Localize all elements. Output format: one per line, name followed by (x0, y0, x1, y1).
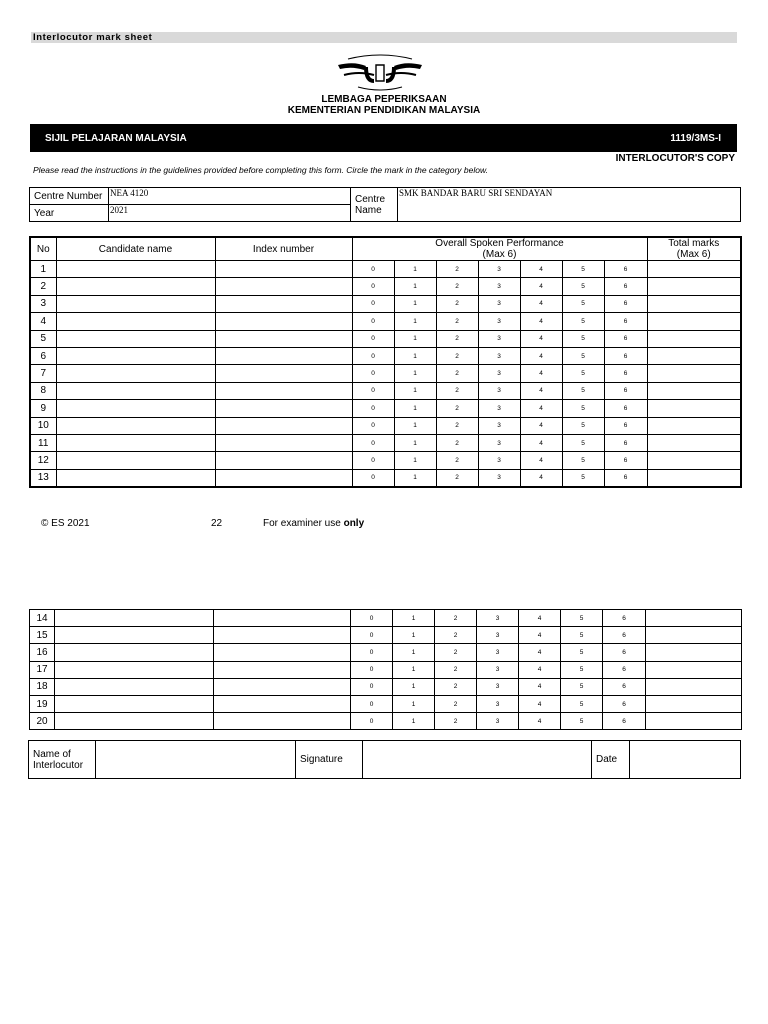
mark-option[interactable]: 5 (561, 678, 603, 695)
mark-option[interactable]: 5 (561, 661, 603, 678)
mark-option[interactable]: 4 (520, 313, 562, 330)
candidate-name-cell[interactable] (56, 261, 215, 278)
index-number-cell[interactable] (215, 313, 352, 330)
mark-option[interactable]: 3 (478, 382, 520, 399)
mark-option[interactable]: 6 (604, 400, 647, 417)
mark-option[interactable]: 4 (519, 695, 561, 712)
mark-option[interactable]: 4 (520, 469, 562, 486)
mark-option[interactable]: 5 (561, 713, 603, 730)
mark-option[interactable]: 5 (562, 330, 604, 347)
index-number-cell[interactable] (215, 347, 352, 364)
candidate-name-cell[interactable] (55, 695, 214, 712)
table-row (30, 661, 742, 678)
examination-board-logo-icon (334, 53, 426, 93)
candidate-name-cell[interactable] (56, 365, 215, 382)
mark-option[interactable]: 5 (562, 347, 604, 364)
mark-option[interactable]: 0 (351, 695, 393, 712)
candidate-name-cell[interactable] (56, 295, 215, 312)
mark-option[interactable]: 2 (435, 627, 477, 644)
mark-option[interactable]: 4 (520, 278, 562, 295)
date-label: Date (592, 741, 630, 779)
total-marks-cell[interactable] (647, 330, 741, 347)
mark-option[interactable]: 4 (519, 678, 561, 695)
mark-option[interactable]: 3 (477, 713, 519, 730)
board-name-line-2: KEMENTERIAN PENDIDIKAN MALAYSIA (287, 105, 481, 116)
row-number: 9 (30, 400, 56, 417)
mark-option[interactable]: 0 (351, 661, 393, 678)
total-marks-cell[interactable] (646, 695, 742, 712)
row-number: 14 (30, 610, 55, 627)
mark-option[interactable]: 2 (436, 347, 478, 364)
paper-code: 1119/3MS-I (670, 133, 721, 144)
mark-option[interactable]: 4 (519, 644, 561, 661)
year-field[interactable]: 2021 (109, 205, 351, 222)
row-number: 3 (30, 295, 56, 312)
mark-option[interactable]: 2 (435, 678, 477, 695)
examiner-note: For examiner use only (263, 518, 365, 529)
mark-option[interactable]: 3 (478, 313, 520, 330)
mark-option[interactable]: 3 (477, 678, 519, 695)
index-number-cell[interactable] (214, 678, 351, 695)
mark-option[interactable]: 3 (478, 469, 520, 486)
mark-option[interactable]: 0 (352, 313, 394, 330)
mark-option[interactable]: 3 (478, 400, 520, 417)
index-number-cell[interactable] (215, 295, 352, 312)
table-row (30, 382, 741, 399)
table-row (30, 644, 742, 661)
total-marks-cell[interactable] (646, 713, 742, 730)
candidate-name-cell[interactable] (56, 417, 215, 434)
mark-option[interactable]: 2 (436, 313, 478, 330)
index-number-cell[interactable] (215, 469, 352, 486)
table-row (30, 678, 742, 695)
exam-title-bar (30, 124, 737, 152)
row-number: 7 (30, 365, 56, 382)
mark-option[interactable]: 5 (562, 452, 604, 469)
marks-table-page-2 (29, 609, 742, 730)
table-row (30, 261, 741, 278)
mark-option[interactable]: 4 (520, 365, 562, 382)
table-row (30, 469, 741, 486)
total-marks-cell[interactable] (646, 661, 742, 678)
index-number-cell[interactable] (215, 434, 352, 451)
candidate-name-cell[interactable] (56, 313, 215, 330)
mark-option[interactable]: 0 (351, 644, 393, 661)
mark-option[interactable]: 1 (394, 434, 436, 451)
mark-option[interactable]: 3 (478, 347, 520, 364)
index-number-cell[interactable] (215, 382, 352, 399)
mark-option[interactable]: 6 (604, 417, 647, 434)
table-row (30, 330, 741, 347)
index-number-cell[interactable] (214, 627, 351, 644)
table-row (30, 278, 741, 295)
mark-option[interactable]: 0 (352, 400, 394, 417)
mark-option[interactable]: 3 (478, 330, 520, 347)
total-marks-cell[interactable] (647, 347, 741, 364)
row-number: 12 (30, 452, 56, 469)
mark-option[interactable]: 6 (604, 295, 647, 312)
total-marks-cell[interactable] (646, 627, 742, 644)
mark-option[interactable]: 1 (394, 365, 436, 382)
mark-option[interactable]: 5 (562, 313, 604, 330)
mark-option[interactable]: 5 (562, 417, 604, 434)
row-number: 19 (30, 695, 55, 712)
mark-option[interactable]: 1 (394, 313, 436, 330)
index-number-cell[interactable] (215, 417, 352, 434)
mark-option[interactable]: 2 (436, 295, 478, 312)
table-row (30, 347, 741, 364)
mark-option[interactable]: 0 (351, 610, 393, 627)
mark-option[interactable]: 3 (478, 417, 520, 434)
mark-option[interactable]: 1 (394, 278, 436, 295)
total-marks-cell[interactable] (646, 610, 742, 627)
candidate-name-cell[interactable] (56, 469, 215, 486)
mark-option[interactable]: 4 (519, 713, 561, 730)
candidate-name-cell[interactable] (55, 661, 214, 678)
mark-option[interactable]: 6 (603, 678, 646, 695)
centre-name-label: Centre Name (351, 188, 398, 222)
total-marks-cell[interactable] (647, 295, 741, 312)
mark-option[interactable]: 5 (561, 610, 603, 627)
interlocutor-name-field[interactable] (96, 741, 296, 779)
row-number: 17 (30, 661, 55, 678)
row-number: 15 (30, 627, 55, 644)
board-name-line-1: LEMBAGA PEPERIKSAAN (321, 94, 447, 105)
mark-option[interactable]: 6 (604, 382, 647, 399)
mark-option[interactable]: 0 (351, 713, 393, 730)
table-row (30, 295, 741, 312)
centre-info-table (29, 187, 741, 222)
mark-option[interactable]: 2 (436, 330, 478, 347)
row-number: 1 (30, 261, 56, 278)
mark-option[interactable]: 0 (352, 365, 394, 382)
mark-option[interactable]: 3 (477, 610, 519, 627)
mark-option[interactable]: 4 (520, 261, 562, 278)
centre-number-label: Centre Number (30, 188, 109, 205)
signature-field[interactable] (363, 741, 592, 779)
mark-option[interactable]: 0 (351, 678, 393, 695)
mark-option[interactable]: 2 (435, 644, 477, 661)
row-number: 18 (30, 678, 55, 695)
header-index-number: Index number (215, 237, 352, 261)
table-row (30, 400, 741, 417)
interlocutor-name-label: Name of Interlocutor (29, 741, 96, 779)
mark-option[interactable]: 1 (394, 295, 436, 312)
mark-option[interactable]: 6 (604, 313, 647, 330)
mark-option[interactable]: 1 (393, 610, 435, 627)
candidate-name-cell[interactable] (56, 330, 215, 347)
row-number: 13 (30, 469, 56, 486)
mark-option[interactable]: 1 (393, 627, 435, 644)
mark-option[interactable]: 1 (393, 661, 435, 678)
table-row (30, 627, 742, 644)
mark-option[interactable]: 5 (562, 365, 604, 382)
index-number-cell[interactable] (214, 610, 351, 627)
row-number: 20 (30, 713, 55, 730)
candidate-name-cell[interactable] (56, 452, 215, 469)
row-number: 11 (30, 434, 56, 451)
table-row (30, 313, 741, 330)
total-marks-cell[interactable] (647, 469, 741, 486)
mark-option[interactable]: 2 (436, 382, 478, 399)
table-row (30, 713, 742, 730)
date-field[interactable] (630, 741, 741, 779)
row-number: 5 (30, 330, 56, 347)
total-marks-cell[interactable] (646, 678, 742, 695)
mark-option[interactable]: 0 (352, 295, 394, 312)
mark-option[interactable]: 6 (604, 452, 647, 469)
mark-option[interactable]: 5 (562, 400, 604, 417)
mark-option[interactable]: 1 (394, 400, 436, 417)
mark-option[interactable]: 2 (436, 417, 478, 434)
page-number: 22 (211, 518, 223, 529)
mark-option[interactable]: 1 (393, 713, 435, 730)
mark-option[interactable]: 4 (520, 400, 562, 417)
row-number: 2 (30, 278, 56, 295)
mark-option[interactable]: 3 (478, 295, 520, 312)
mark-option[interactable]: 2 (435, 661, 477, 678)
total-marks-cell[interactable] (647, 452, 741, 469)
instructions: Please read the instructions in the guidelines provided before completing this form. Circle the mark in the category below. (33, 165, 488, 175)
mark-option[interactable]: 6 (604, 261, 647, 278)
mark-option[interactable]: 3 (478, 278, 520, 295)
mark-option[interactable]: 4 (520, 382, 562, 399)
mark-option[interactable]: 6 (603, 644, 646, 661)
mark-option[interactable]: 1 (394, 417, 436, 434)
mark-option[interactable]: 0 (351, 627, 393, 644)
table-row (30, 452, 741, 469)
marks-table-page-1 (29, 236, 742, 488)
mark-option[interactable]: 3 (478, 434, 520, 451)
mark-option[interactable]: 4 (520, 295, 562, 312)
mark-option[interactable]: 4 (520, 347, 562, 364)
mark-option[interactable]: 2 (435, 610, 477, 627)
signoff-table (28, 740, 741, 779)
table-row (30, 365, 741, 382)
table-row (30, 434, 741, 451)
mark-option[interactable]: 5 (562, 434, 604, 451)
mark-option[interactable]: 4 (520, 452, 562, 469)
mark-option[interactable]: 0 (352, 278, 394, 295)
total-marks-cell[interactable] (647, 365, 741, 382)
centre-number-field[interactable]: NEA 4120 (109, 188, 351, 205)
candidate-name-cell[interactable] (55, 627, 214, 644)
mark-option[interactable]: 1 (394, 330, 436, 347)
mark-option[interactable]: 0 (352, 330, 394, 347)
candidate-name-cell[interactable] (56, 434, 215, 451)
mark-option[interactable]: 4 (520, 330, 562, 347)
mark-option[interactable]: 4 (519, 627, 561, 644)
candidate-name-cell[interactable] (55, 678, 214, 695)
total-marks-cell[interactable] (647, 261, 741, 278)
mark-option[interactable]: 6 (604, 330, 647, 347)
mark-option[interactable]: 6 (603, 661, 646, 678)
row-number: 10 (30, 417, 56, 434)
mark-option[interactable]: 3 (478, 452, 520, 469)
mark-option[interactable]: 0 (352, 261, 394, 278)
mark-option[interactable]: 2 (436, 469, 478, 486)
mark-option[interactable]: 2 (435, 713, 477, 730)
total-marks-cell[interactable] (647, 382, 741, 399)
mark-option[interactable]: 0 (352, 452, 394, 469)
mark-option[interactable]: 3 (477, 661, 519, 678)
index-number-cell[interactable] (214, 661, 351, 678)
mark-option[interactable]: 6 (603, 695, 646, 712)
copyright: © ES 2021 (41, 518, 90, 529)
index-number-cell[interactable] (215, 330, 352, 347)
index-number-cell[interactable] (215, 278, 352, 295)
mark-option[interactable]: 1 (394, 469, 436, 486)
signature-label: Signature (296, 741, 363, 779)
mark-option[interactable]: 5 (561, 644, 603, 661)
mark-option[interactable]: 0 (352, 417, 394, 434)
row-number: 6 (30, 347, 56, 364)
year-label: Year (30, 205, 109, 222)
table-row (30, 695, 742, 712)
candidate-name-cell[interactable] (56, 278, 215, 295)
row-number: 16 (30, 644, 55, 661)
mark-option[interactable]: 4 (519, 661, 561, 678)
mark-option[interactable]: 1 (394, 261, 436, 278)
mark-option[interactable]: 0 (352, 469, 394, 486)
mark-option[interactable]: 3 (477, 695, 519, 712)
index-number-cell[interactable] (215, 365, 352, 382)
total-marks-cell[interactable] (647, 434, 741, 451)
header-overall-performance: Overall Spoken Performance (Max 6) (352, 237, 647, 261)
index-number-cell[interactable] (214, 644, 351, 661)
mark-option[interactable]: 6 (604, 365, 647, 382)
mark-option[interactable]: 6 (603, 610, 646, 627)
mark-option[interactable]: 5 (562, 295, 604, 312)
header-total-marks: Total marks (Max 6) (647, 237, 741, 261)
mark-option[interactable]: 0 (352, 382, 394, 399)
mark-option[interactable]: 4 (519, 610, 561, 627)
index-number-cell[interactable] (215, 400, 352, 417)
mark-option[interactable]: 0 (352, 434, 394, 451)
mark-option[interactable]: 6 (604, 347, 647, 364)
mark-option[interactable]: 2 (436, 434, 478, 451)
mark-option[interactable]: 6 (604, 469, 647, 486)
mark-option[interactable]: 5 (562, 261, 604, 278)
mark-option[interactable]: 5 (562, 278, 604, 295)
mark-option[interactable]: 2 (436, 452, 478, 469)
candidate-name-cell[interactable] (56, 382, 215, 399)
mark-option[interactable]: 0 (352, 347, 394, 364)
mark-option[interactable]: 6 (603, 627, 646, 644)
mark-option[interactable]: 1 (393, 695, 435, 712)
exam-name: SIJIL PELAJARAN MALAYSIA (45, 133, 187, 144)
total-marks-cell[interactable] (647, 278, 741, 295)
mark-option[interactable]: 1 (393, 678, 435, 695)
total-marks-cell[interactable] (647, 313, 741, 330)
row-number: 4 (30, 313, 56, 330)
candidate-name-cell[interactable] (56, 347, 215, 364)
index-number-cell[interactable] (215, 452, 352, 469)
mark-option[interactable]: 2 (436, 278, 478, 295)
total-marks-cell[interactable] (647, 400, 741, 417)
mark-option[interactable]: 5 (561, 627, 603, 644)
mark-option[interactable]: 3 (478, 261, 520, 278)
mark-option[interactable]: 5 (562, 382, 604, 399)
index-number-cell[interactable] (215, 261, 352, 278)
mark-option[interactable]: 1 (394, 347, 436, 364)
index-number-cell[interactable] (214, 695, 351, 712)
mark-option[interactable]: 5 (561, 695, 603, 712)
candidate-name-cell[interactable] (55, 644, 214, 661)
candidate-name-cell[interactable] (56, 400, 215, 417)
sheet-title: Interlocutor mark sheet (33, 32, 153, 43)
mark-option[interactable]: 3 (478, 365, 520, 382)
mark-option[interactable]: 1 (394, 382, 436, 399)
mark-option[interactable]: 4 (520, 434, 562, 451)
mark-option[interactable]: 1 (394, 452, 436, 469)
candidate-name-cell[interactable] (55, 610, 214, 627)
mark-option[interactable]: 2 (435, 695, 477, 712)
mark-option[interactable]: 6 (604, 278, 647, 295)
table-row (30, 610, 742, 627)
total-marks-cell[interactable] (646, 644, 742, 661)
centre-name-field[interactable]: SMK BANDAR BARU SRI SENDAYAN (398, 188, 741, 222)
mark-option[interactable]: 2 (436, 400, 478, 417)
mark-option[interactable]: 1 (393, 644, 435, 661)
table-row (30, 417, 741, 434)
copy-label: INTERLOCUTOR'S COPY (615, 153, 735, 164)
total-marks-cell[interactable] (647, 417, 741, 434)
header-no: No (30, 237, 56, 261)
mark-option[interactable]: 5 (562, 469, 604, 486)
header-candidate-name: Candidate name (56, 237, 215, 261)
mark-option[interactable]: 2 (436, 261, 478, 278)
mark-option[interactable]: 6 (603, 713, 646, 730)
mark-option[interactable]: 3 (477, 644, 519, 661)
candidate-name-cell[interactable] (55, 713, 214, 730)
row-number: 8 (30, 382, 56, 399)
index-number-cell[interactable] (214, 713, 351, 730)
mark-option[interactable]: 3 (477, 627, 519, 644)
mark-option[interactable]: 4 (520, 417, 562, 434)
mark-option[interactable]: 2 (436, 365, 478, 382)
mark-option[interactable]: 6 (604, 434, 647, 451)
